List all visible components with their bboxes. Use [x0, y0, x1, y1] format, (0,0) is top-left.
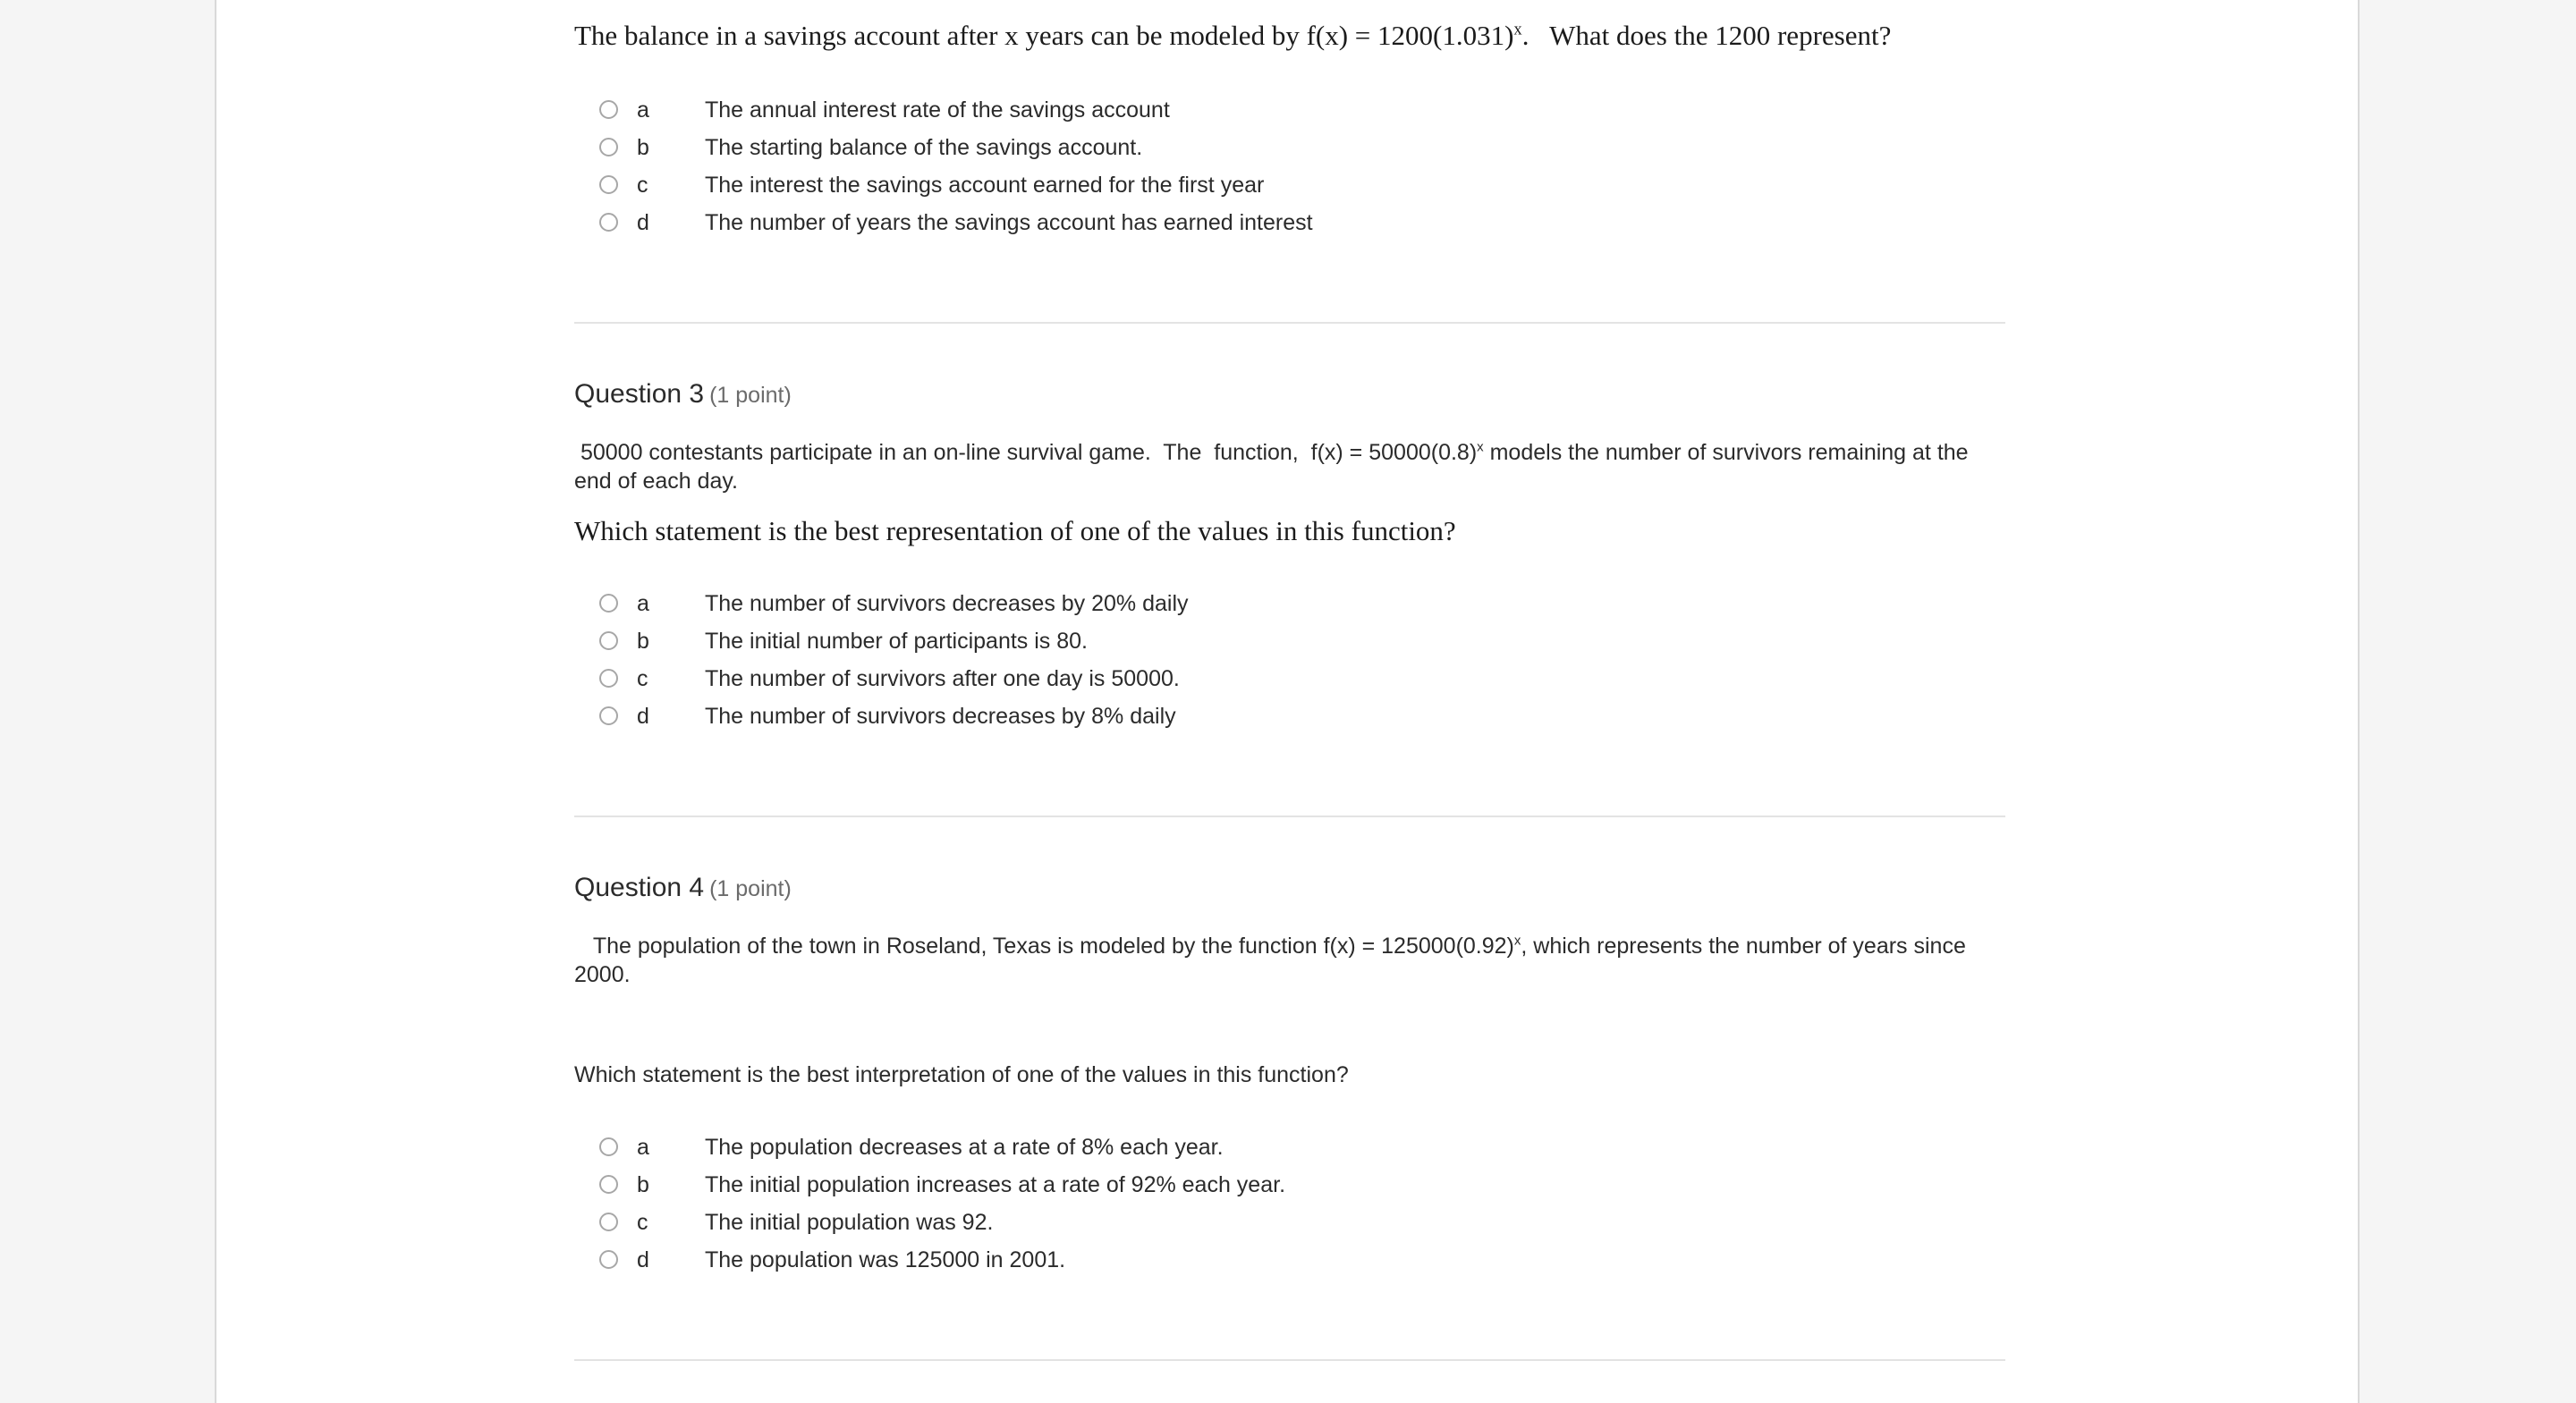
- question-4-heading: [574, 873, 792, 903]
- option-letter: c: [637, 666, 648, 691]
- option-text[interactable]: The starting balance of the savings account.: [705, 135, 1143, 160]
- question-4-stem: [574, 932, 2005, 989]
- question-4-options: [574, 1128, 2005, 1279]
- question-3-option-c[interactable]: [574, 660, 2005, 697]
- option-letter: a: [637, 591, 649, 616]
- question-4-option-c[interactable]: [574, 1204, 2005, 1241]
- option-letter: d: [637, 210, 649, 235]
- option-letter: c: [637, 1210, 648, 1235]
- question-2-option-d[interactable]: [574, 204, 2005, 241]
- question-3-stem-text: 50000 contestants participate in an on-line survival game. The function, f(x) = 50000(0.8): [574, 440, 1478, 465]
- question-2-options: [574, 91, 2005, 241]
- question-points: (1 point): [709, 876, 792, 901]
- question-3-prompt: Which statement is the best representation of one of the values in this function?: [574, 515, 1456, 546]
- option-letter: b: [637, 135, 649, 160]
- radio-button[interactable]: [599, 138, 618, 156]
- radio-button[interactable]: [599, 213, 618, 232]
- question-3-heading: [574, 379, 792, 410]
- question-2-stem: [574, 20, 1891, 52]
- option-letter: c: [637, 173, 648, 198]
- question-4-prompt: Which statement is the best interpretation of one of the values in this function?: [574, 1062, 1349, 1087]
- option-text[interactable]: The population was 125000 in 2001.: [705, 1247, 1066, 1272]
- question-4-option-a[interactable]: [574, 1128, 2005, 1166]
- option-letter: d: [637, 704, 649, 729]
- radio-button[interactable]: [599, 631, 618, 650]
- question-3-stem-exponent: x: [1477, 439, 1484, 455]
- option-text[interactable]: The initial population increases at a rate of 92% each year.: [705, 1172, 1286, 1197]
- question-divider: [574, 1359, 2005, 1361]
- question-3-stem-after: models the number of survivors remaining at the end of each day.: [574, 440, 1969, 494]
- option-letter: b: [637, 1172, 649, 1197]
- question-4-stem-exponent: x: [1513, 933, 1521, 949]
- option-text[interactable]: The number of survivors decreases by 8% daily: [705, 704, 1176, 729]
- radio-button[interactable]: [599, 594, 618, 613]
- option-text[interactable]: The annual interest rate of the savings account: [705, 97, 1170, 123]
- question-2-stem-text: The balance in a savings account after x years can be modeled by f(x) = 1200(1.031): [574, 20, 1514, 51]
- question-2-stem-after: . What does the 1200 represent?: [1521, 20, 1892, 51]
- question-title: Question 4: [574, 873, 705, 902]
- radio-button[interactable]: [599, 706, 618, 725]
- question-divider: [574, 322, 2005, 324]
- question-points: (1 point): [709, 383, 792, 408]
- question-4-option-d[interactable]: [574, 1241, 2005, 1279]
- radio-button[interactable]: [599, 1137, 618, 1156]
- option-letter: a: [637, 97, 649, 123]
- question-3-option-a[interactable]: [574, 585, 2005, 622]
- option-letter: a: [637, 1135, 649, 1160]
- option-letter: d: [637, 1247, 649, 1272]
- quiz-page: [215, 0, 2360, 1403]
- option-text[interactable]: The initial population was 92.: [705, 1210, 994, 1235]
- question-3-stem: [574, 438, 2005, 495]
- question-2-option-a[interactable]: [574, 91, 2005, 129]
- question-3-option-d[interactable]: [574, 697, 2005, 735]
- radio-button[interactable]: [599, 1250, 618, 1269]
- question-2-stem-exponent: x: [1513, 20, 1522, 39]
- radio-button[interactable]: [599, 1213, 618, 1231]
- option-text[interactable]: The interest the savings account earned for the first year: [705, 173, 1265, 198]
- option-letter: b: [637, 629, 649, 654]
- question-4-stem-after: , which represents the number of years since 2000.: [574, 934, 1966, 987]
- option-text[interactable]: The initial number of participants is 80.: [705, 629, 1088, 654]
- radio-button[interactable]: [599, 1175, 618, 1194]
- radio-button[interactable]: [599, 669, 618, 688]
- question-2-option-c[interactable]: [574, 166, 2005, 204]
- question-3-options: [574, 585, 2005, 735]
- question-3-option-b[interactable]: [574, 622, 2005, 660]
- question-4-stem-text: The population of the town in Roseland, Texas is modeled by the function f(x) = 125000(0.92): [574, 934, 1514, 959]
- question-divider: [574, 816, 2005, 817]
- option-text[interactable]: The number of survivors decreases by 20% daily: [705, 591, 1189, 616]
- radio-button[interactable]: [599, 100, 618, 119]
- option-text[interactable]: The number of years the savings account has earned interest: [705, 210, 1313, 235]
- question-4-option-b[interactable]: [574, 1166, 2005, 1204]
- question-title: Question 3: [574, 379, 705, 409]
- option-text[interactable]: The number of survivors after one day is 50000.: [705, 666, 1180, 691]
- question-2-option-b[interactable]: [574, 129, 2005, 166]
- radio-button[interactable]: [599, 175, 618, 194]
- option-text[interactable]: The population decreases at a rate of 8% each year.: [705, 1135, 1224, 1160]
